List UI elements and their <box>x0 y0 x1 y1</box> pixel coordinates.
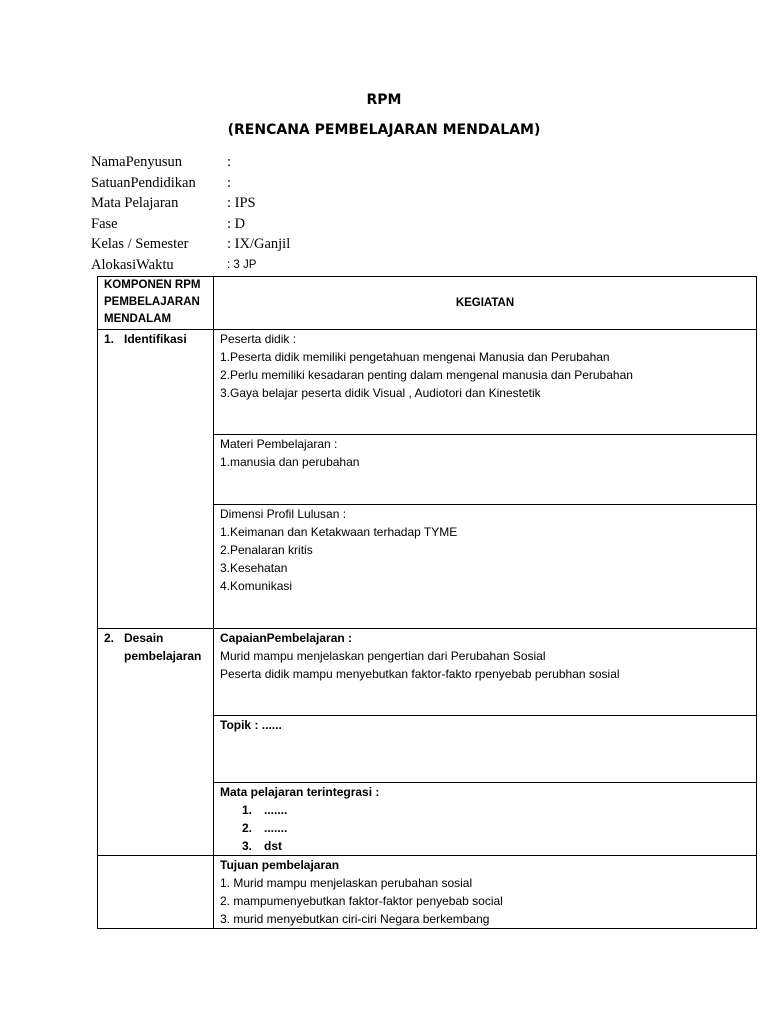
meta-label: AlokasiWaktu <box>91 256 174 273</box>
numbered-list <box>220 801 750 855</box>
header-komponen-line: MENDALAM <box>104 313 172 325</box>
component-label: Identifikasi <box>124 332 187 346</box>
header-komponen <box>98 277 214 330</box>
list-item <box>242 837 750 855</box>
list-item <box>242 801 750 819</box>
list-item-number: 1. <box>242 803 253 817</box>
list-item: 1.Keimanan dan Ketakwaan terhadap TYME <box>220 525 458 539</box>
meta-label: Fase <box>91 215 118 232</box>
list-item-text: ....... <box>264 821 288 835</box>
list-item: 1. Murid mampu menjelaskan perubahan sosial <box>220 876 473 890</box>
list-item: 2. mampumenyebutkan faktor-faktor penyebab social <box>220 894 503 908</box>
cell-title: Materi Pembelajaran : <box>220 437 338 451</box>
component-label: Desain <box>124 631 164 645</box>
meta-value: : <box>227 154 232 170</box>
meta-value: : IX/Ganjil <box>227 236 291 253</box>
cell-dimensi-profil-lulusan <box>214 505 757 629</box>
document-title: RPM <box>366 92 402 108</box>
component-number: 1. <box>104 332 115 346</box>
meta-value: : 3 JP <box>227 258 257 271</box>
component-desain-pembelajaran <box>98 629 214 856</box>
meta-label: Mata Pelajaran <box>91 195 179 212</box>
cell-title: Mata pelajaran terintegrasi : <box>220 785 380 799</box>
cell-title: Peserta didik : <box>220 332 297 346</box>
cell-title: Dimensi Profil Lulusan : <box>220 507 347 521</box>
cell-title: Tujuan pembelajaran <box>220 858 340 872</box>
cell-capaian-pembelajaran <box>214 629 757 716</box>
list-item: Murid mampu menjelaskan pengertian dari Perubahan Sosial <box>220 649 546 663</box>
cell-title: CapaianPembelajaran : <box>220 631 353 645</box>
meta-value: : D <box>227 215 246 232</box>
list-item: 4.Komunikasi <box>220 579 293 593</box>
table-header-row <box>98 277 757 330</box>
list-item: 2.Perlu memiliki kesadaran penting dalam mengenal manusia dan Perubahan <box>220 368 633 382</box>
cell-topik <box>214 716 757 783</box>
list-item: 3.Gaya belajar peserta didik Visual , Audiotori dan Kinestetik <box>220 386 541 400</box>
header-kegiatan: KEGIATAN <box>214 277 757 330</box>
component-label: pembelajaran <box>124 649 202 663</box>
list-item: Peserta didik mampu menyebutkan faktor-fakto rpenyebab perubhan sosial <box>220 667 620 681</box>
list-item-number: 2. <box>242 821 253 835</box>
list-item <box>242 819 750 837</box>
meta-label: SatuanPendidikan <box>91 174 196 191</box>
list-item: 1.Peserta didik memiliki pengetahuan mengenai Manusia dan Perubahan <box>220 350 610 364</box>
cell-mata-pelajaran-terintegrasi <box>214 783 757 856</box>
list-item: 2.Penalaran kritis <box>220 543 313 557</box>
table-row <box>98 629 757 716</box>
list-item-text: ....... <box>264 803 288 817</box>
list-item-text: dst <box>264 839 282 853</box>
list-item: 3. murid menyebutkan ciri-ciri Negara berkembang <box>220 912 490 926</box>
header-komponen-line: KOMPONEN RPM <box>104 279 201 291</box>
cell-materi-pembelajaran <box>214 435 757 505</box>
cell-title: Topik : ...... <box>220 718 282 732</box>
meta-value: : IPS <box>227 195 256 212</box>
component-number: 2. <box>104 631 115 645</box>
list-item: 1.manusia dan perubahan <box>220 455 360 469</box>
meta-value: : <box>227 174 232 191</box>
list-item-number: 3. <box>242 839 253 853</box>
cell-peserta-didik <box>214 330 757 435</box>
cell-tujuan-pembelajaran <box>214 856 757 929</box>
meta-label: Kelas / Semester <box>91 236 189 253</box>
component-identifikasi <box>98 330 214 629</box>
table-row <box>98 856 757 929</box>
document-subtitle: (RENCANA PEMBELAJARAN MENDALAM) <box>227 122 541 138</box>
header-komponen-line: PEMBELAJARAN <box>104 296 200 308</box>
list-item: 3.Kesehatan <box>220 561 288 575</box>
table-row <box>98 330 757 435</box>
rpm-table <box>97 276 757 929</box>
meta-label: NamaPenyusun <box>91 154 183 170</box>
component-empty <box>98 856 214 929</box>
